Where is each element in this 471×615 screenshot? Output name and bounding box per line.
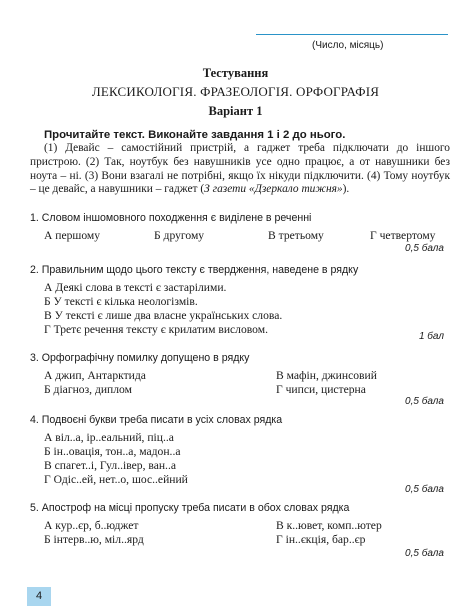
q2-option-b: Б У тексті є кілька неологізмів.	[44, 295, 198, 308]
q4-option-d: Г Одіс..ей, нет..о, шос..ейний	[44, 473, 188, 486]
q5-option-c: В к..ювет, комп..ютер	[276, 519, 382, 532]
q3-option-d: Г чипси, цистерна	[276, 383, 366, 396]
q4-option-b: Б ін..овація, тон..а, мадон..а	[44, 445, 181, 458]
q4-option-a: А віл..а, ір..еальний, піц..а	[44, 431, 174, 444]
variant-heading: Варіант 1	[208, 104, 263, 118]
page-number: 4	[27, 587, 51, 606]
q4-points: 0,5 бала	[405, 484, 444, 495]
q2-option-a: А Деякі слова в тексті є застарілими.	[44, 281, 227, 294]
question-5-text: 5. Апостроф на місці пропуску треба писати в обох словах рядка	[30, 502, 350, 514]
question-4-text: 4. Подвоєні букви треба писати в усіх словах рядка	[30, 414, 283, 426]
q3-option-c: В мафін, джинсовий	[276, 369, 377, 382]
passage-text	[30, 142, 450, 197]
question-3-text: 3. Орфографічну помилку допущено в рядку	[30, 352, 250, 364]
q1-points: 0,5 бала	[405, 243, 444, 254]
q2-points: 1 бал	[418, 331, 444, 342]
q1-option-a: А першому	[44, 229, 101, 242]
q3-option-a: А джип, Антарктида	[44, 369, 146, 382]
q3-option-b: Б діагноз, диплом	[44, 383, 132, 396]
q4-option-c: В спагет..і, Гул..івер, ван..а	[44, 459, 176, 472]
q5-option-b: Б інтерв..ю, міл..ярд	[44, 533, 144, 546]
question-1-text: 1. Словом іншомовного походження є виділене в реченні	[30, 212, 312, 224]
passage-source: З газети «Дзеркало тижня»	[204, 183, 343, 196]
page-title: ЛЕКСИКОЛОГІЯ. ФРАЗЕОЛОГІЯ. ОРФОГРАФІЯ	[91, 84, 380, 99]
q2-option-d: Г Третє речення тексту є крилатим висловом.	[44, 323, 268, 336]
question-2-text: 2. Правильним щодо цього тексту є твердження, наведене в рядку	[30, 264, 359, 276]
q5-option-d: Г ін..єкція, бар..єр	[276, 533, 366, 546]
passage-end: ).	[342, 183, 350, 196]
passage-instruction: Прочитайте текст. Виконайте завдання 1 і 2 до нього.	[44, 129, 346, 141]
q5-option-a: А кур..єр, б..юджет	[44, 519, 139, 532]
q1-option-c: В третьому	[268, 229, 324, 242]
q5-points: 0,5 бала	[405, 548, 444, 559]
q3-points: 0,5 бала	[405, 396, 444, 407]
q1-option-d: Г четвертому	[370, 229, 436, 242]
date-line	[256, 34, 448, 35]
test-heading: Тестування	[202, 66, 269, 80]
passage-body: (1) Девайс – самостійний пристрій, а гаджет треба підключати до іншого пристрою. (2) Так, ноутбук без навушників усе одно працює, а от навушники без ноута – ні. (3) Вони взагалі не потрібні, якщо їх нікуди підключити. (4) Тому ноутбук – це девайс, а навушники – гаджет (	[30, 142, 450, 196]
date-label: (Число, місяць)	[312, 40, 384, 51]
q2-option-c: В У тексті є лише два власне українських слова.	[44, 309, 283, 322]
q1-option-b: Б другому	[154, 229, 205, 242]
